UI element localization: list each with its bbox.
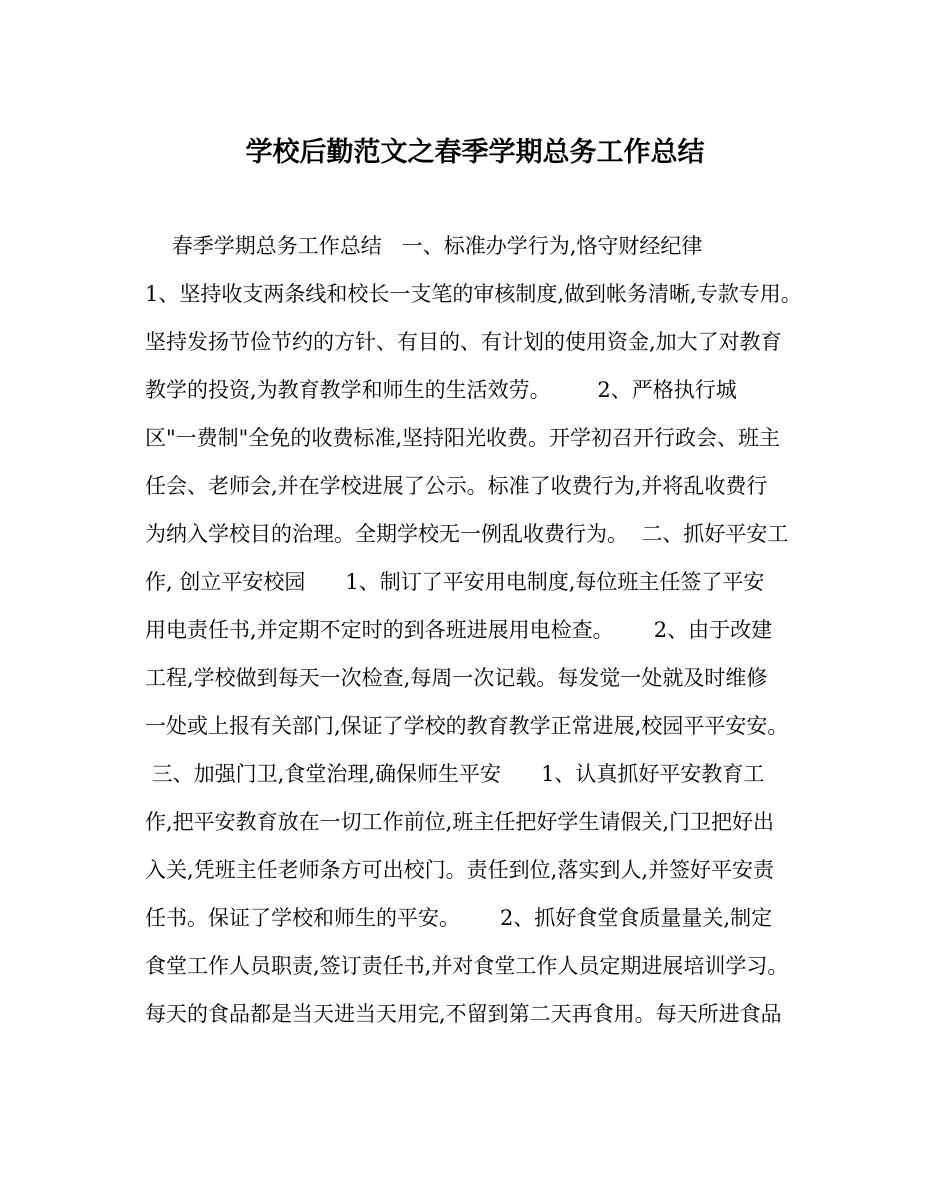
document-title: 学校后勤范文之春季学期总务工作总结 [245,137,705,168]
body-line: 工程,学校做到每天一次检查,每周一次记载。每发觉一处就及时维修 [145,666,768,690]
body-line: 1、坚持收支两条线和校长一支笔的审核制度,做到帐务清晰,专款专用。 [145,282,802,306]
body-line: 每天的食品都是当天进当天用完,不留到第二天再食用。每天所进食品 [145,1002,782,1026]
document-body [145,222,825,1038]
body-line: 任书。保证了学校和师生的平安。 2、抓好食堂食质量量关,制定 [145,906,773,930]
body-line: 作, 创立平安校园 1、制订了平安用电制度,每位班主任签了平安 [145,570,765,594]
body-line: 坚持发扬节俭节约的方针、有目的、有计划的使用资金,加大了对教育 [145,330,782,354]
body-line: 一处或上报有关部门,保证了学校的教育教学正常进展,校园平平安安。 [145,714,789,738]
body-line: 为纳入学校目的治理。全期学校无一例乱收费行为。 二、抓好平安工 [145,522,789,546]
body-line: 三、加强门卫,食堂治理,确保师生平安 1、认真抓好平安教育工 [145,762,765,786]
body-line: 作,把平安教育放在一切工作前位,班主任把好学生请假关,门卫把好出 [145,810,775,834]
body-line: 教学的投资,为教育教学和师生的生活效劳。 2、严格执行城 [145,378,737,402]
body-line: 春季学期总务工作总结 一、标准办学行为,恪守财经纪律 [145,234,703,258]
body-line: 入关,凭班主任老师条方可出校门。责任到位,落实到人,并签好平安责 [145,858,775,882]
body-line: 任会、老师会,并在学校进展了公示。标准了收费行为,并将乱收费行 [145,474,768,498]
body-line: 用电责任书,并定期不定时的到各班进展用电检查。 2、由于改建 [145,618,773,642]
body-line: 食堂工作人员职责,签订责任书,并对食堂工作人员定期进展培训学习。 [145,954,789,978]
body-line: 区"一费制"全免的收费标准,坚持阳光收费。开学初召开行政会、班主 [145,426,780,450]
